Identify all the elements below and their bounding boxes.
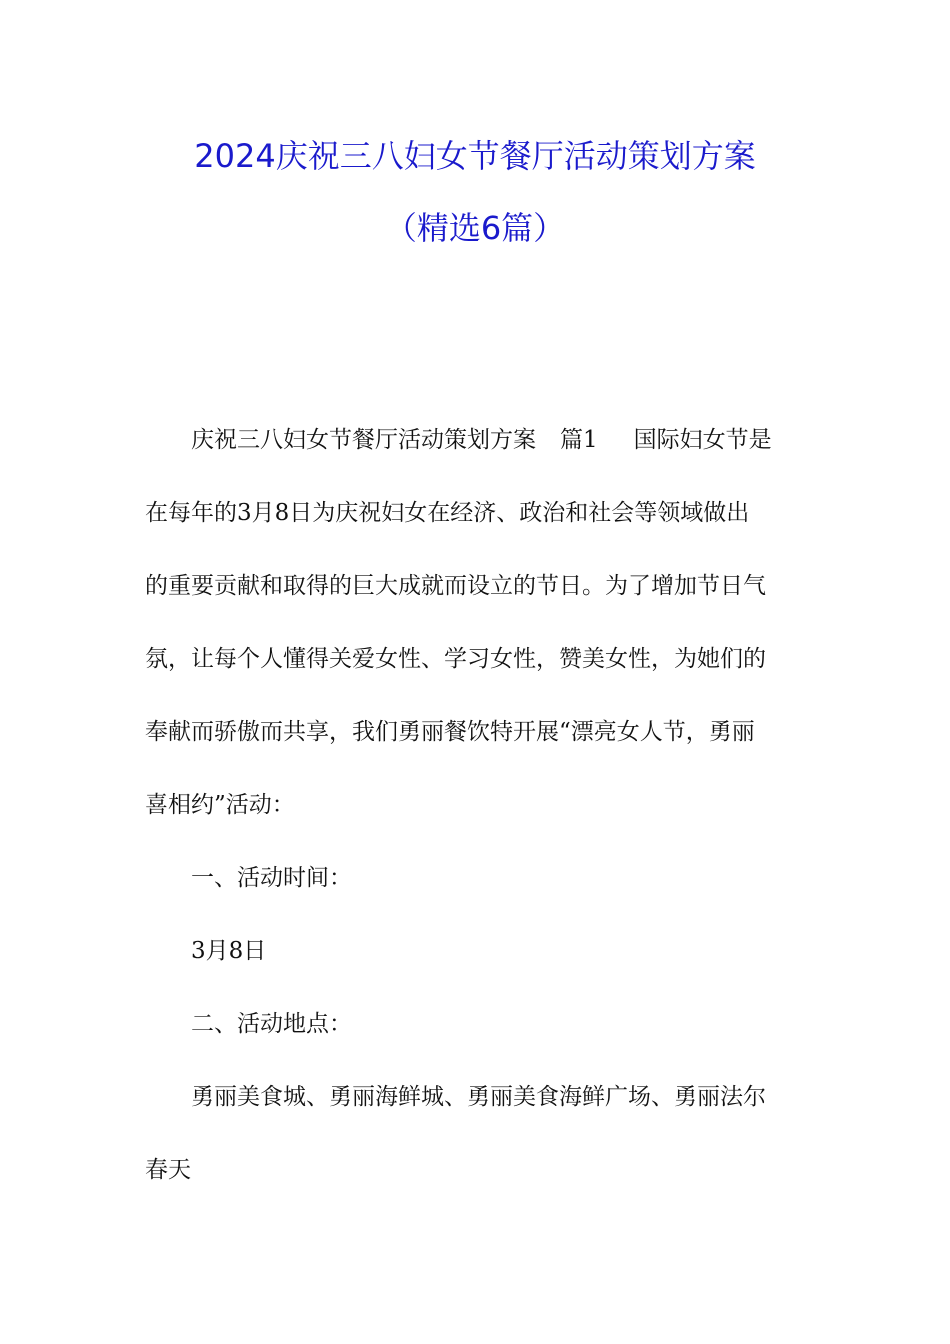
document-body	[145, 404, 810, 1207]
place-value-continued: 春天	[145, 1157, 191, 1183]
paragraph-line: 在每年的3月8日为庆祝妇女在经济、政治和社会等领域做出	[145, 500, 750, 526]
chapter-label: 篇1	[560, 427, 598, 453]
section-heading: 庆祝三八妇女节餐厅活动策划方案	[191, 427, 536, 453]
paragraph-text: 国际妇女节是	[633, 427, 772, 453]
time-heading: 一、活动时间：	[191, 865, 352, 891]
place-heading: 二、活动地点：	[191, 1011, 352, 1037]
paragraph-line: 氛，让每个人懂得关爱女性、学习女性，赞美女性，为她们的	[145, 646, 766, 672]
paragraph-line	[145, 404, 810, 477]
document-subtitle: （精选6篇）	[384, 209, 566, 247]
paragraph-line: 喜相约”活动：	[145, 792, 295, 818]
place-value: 勇丽美食城、勇丽海鲜城、勇丽美食海鲜广场、勇丽法尔	[191, 1084, 766, 1110]
paragraph-line: 的重要贡献和取得的巨大成就而设立的节日。为了增加节日气	[145, 573, 766, 599]
document-title: 2024庆祝三八妇女节餐厅活动策划方案	[194, 137, 756, 175]
time-value: 3月8日	[191, 938, 267, 964]
paragraph-line: 奉献而骄傲而共享，我们勇丽餐饮特开展“漂亮女人节，勇丽	[145, 719, 755, 745]
